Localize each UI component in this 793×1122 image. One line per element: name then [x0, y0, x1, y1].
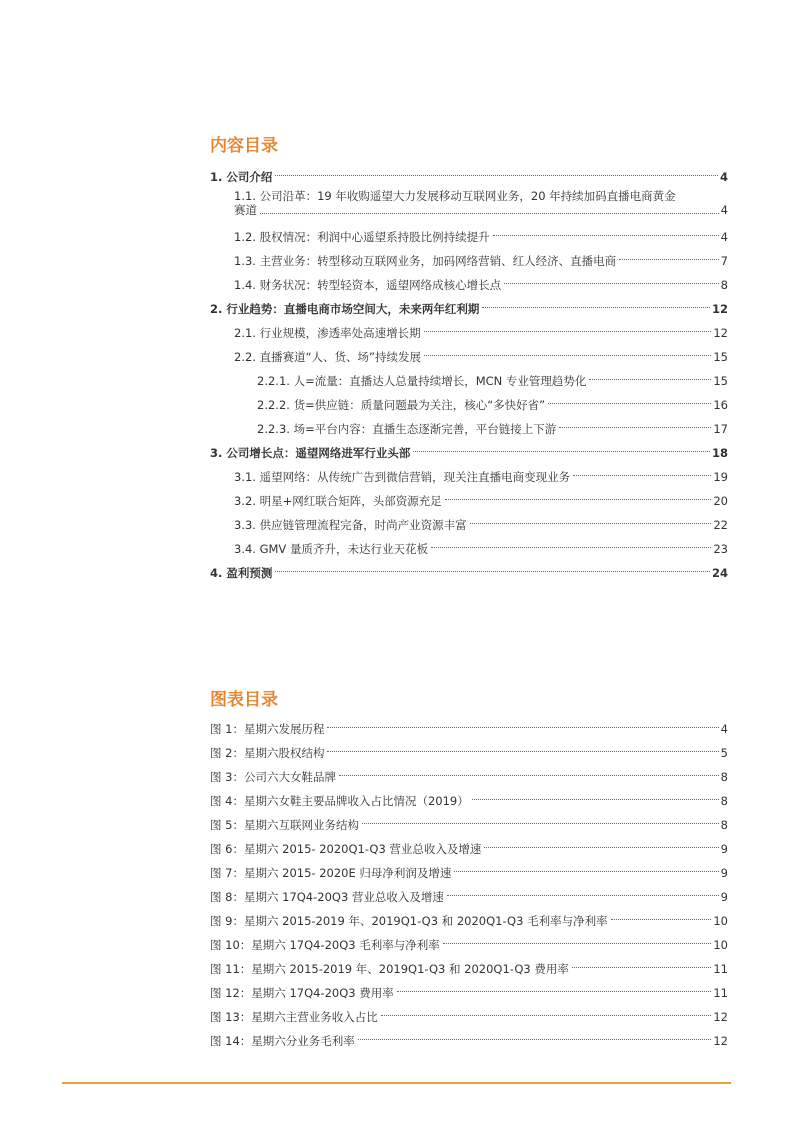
figure-entry-text: 图 11：星期六 2015-2019 年、2019Q1-Q3 和 2020Q1-Q3 费用率	[210, 962, 569, 976]
toc-entry[interactable]	[210, 417, 728, 441]
dot-leader	[358, 1039, 712, 1040]
toc-entry-text: 1.4. 财务状况：转型轻资本，遥望网络成核心增长点	[234, 278, 502, 292]
toc-entry-page: 7	[720, 254, 728, 268]
toc-entry-text: 1. 公司介绍	[210, 170, 273, 184]
figure-entry-text: 图 9：星期六 2015-2019 年、2019Q1-Q3 和 2020Q1-Q3 毛利率与净利率	[210, 914, 608, 928]
figure-entry-page: 5	[720, 746, 728, 760]
figure-entry-text: 图 3：公司六大女鞋品牌	[210, 770, 336, 784]
dot-leader	[275, 571, 710, 572]
toc-entry-text2: 赛道	[234, 203, 257, 217]
dot-leader	[275, 175, 718, 176]
toc-entry-text: 3. 公司增长点：遥望网络进军行业头部	[210, 446, 411, 460]
dot-leader	[470, 523, 712, 524]
figures-title: 图表目录	[210, 690, 278, 710]
toc-entry-text: 2.2.3. 场=平台内容：直播生态逐渐完善，平台链接上下游	[257, 422, 557, 436]
figure-entry-page: 11	[713, 986, 728, 1000]
dot-leader	[548, 403, 711, 404]
dot-leader	[572, 967, 711, 968]
dot-leader	[573, 475, 711, 476]
figure-entry-page: 8	[720, 794, 728, 808]
figure-entry-page: 10	[713, 938, 728, 952]
toc-entry-page: 22	[713, 518, 728, 532]
dot-leader	[619, 259, 719, 260]
figure-entry[interactable]	[210, 1029, 728, 1053]
toc-entry-page: 8	[720, 278, 728, 292]
figure-entry[interactable]	[210, 933, 728, 957]
toc-entry-page: 18	[711, 446, 728, 460]
toc-title: 内容目录	[210, 136, 278, 156]
dot-leader	[327, 727, 718, 728]
figure-entry-text: 图 1：星期六发展历程	[210, 722, 325, 736]
figure-entry[interactable]	[210, 909, 728, 933]
toc-entry-text: 2.1. 行业规模，渗透率处高速增长期	[234, 326, 421, 340]
toc-entry[interactable]	[210, 393, 728, 417]
table-of-contents	[210, 165, 728, 585]
toc-entry-page: 15	[713, 374, 728, 388]
toc-entry-text: 3.2. 明星+网红联合矩阵，头部资源充足	[234, 494, 442, 508]
figure-entry[interactable]	[210, 765, 728, 789]
toc-entry-line2	[234, 203, 728, 217]
toc-entry-text: 3.1. 遥望网络：从传统广告到微信营销，现关注直播电商变现业务	[234, 470, 571, 484]
figure-entry-text: 图 4：星期六女鞋主要品牌收入占比情况（2019）	[210, 794, 469, 808]
toc-entry-page: 12	[711, 302, 728, 316]
toc-entry-page: 4	[720, 203, 728, 217]
dot-leader	[447, 895, 719, 896]
dot-leader	[454, 871, 718, 872]
toc-entry-page: 24	[711, 566, 728, 580]
dot-leader	[424, 355, 711, 356]
toc-entry[interactable]	[210, 249, 728, 273]
dot-leader	[424, 331, 712, 332]
figure-entry-text: 图 7：星期六 2015- 2020E 归母净利润及增速	[210, 866, 452, 880]
dot-leader	[362, 823, 719, 824]
toc-entry[interactable]	[210, 345, 728, 369]
figure-entry-text: 图 6：星期六 2015- 2020Q1-Q3 营业总收入及增速	[210, 842, 482, 856]
toc-entry-text: 2. 行业趋势：直播电商市场空间大，未来两年红利期	[210, 302, 480, 316]
dot-leader	[397, 991, 712, 992]
figure-entry[interactable]	[210, 837, 728, 861]
figure-entry[interactable]	[210, 957, 728, 981]
figure-entry-page: 8	[720, 818, 728, 832]
figure-entry-text: 图 14：星期六分业务毛利率	[210, 1034, 355, 1048]
figure-entry[interactable]	[210, 981, 728, 1005]
figure-entry[interactable]	[210, 717, 728, 741]
figure-entry-page: 9	[720, 890, 728, 904]
toc-entry-text: 2.2.2. 货=供应链：质量问题最为关注，核心“多快好省”	[257, 398, 546, 412]
toc-entry-page: 19	[713, 470, 728, 484]
toc-entry[interactable]	[210, 489, 728, 513]
dot-leader	[327, 751, 718, 752]
figure-entry[interactable]	[210, 861, 728, 885]
toc-entry[interactable]	[210, 189, 728, 225]
figure-entry[interactable]	[210, 741, 728, 765]
toc-entry-text: 2.2.1. 人=流量：直播达人总量持续增长，MCN 专业管理趋势化	[257, 374, 587, 388]
toc-entry-page: 16	[713, 398, 728, 412]
figure-entry-text: 图 12：星期六 17Q4-20Q3 费用率	[210, 986, 394, 1000]
toc-entry[interactable]	[210, 321, 728, 345]
dot-leader	[443, 943, 712, 944]
figure-entry-text: 图 2：星期六股权结构	[210, 746, 325, 760]
dot-leader	[493, 235, 719, 236]
figure-entry-page: 9	[720, 866, 728, 880]
figure-entry[interactable]	[210, 1005, 728, 1029]
toc-entry-text: 3.3. 供应链管理流程完备，时尚产业资源丰富	[234, 518, 467, 532]
toc-entry-page: 4	[720, 230, 728, 244]
toc-entry-text: 1.2. 股权情况：利润中心遥望系持股比例持续提升	[234, 230, 490, 244]
dot-leader	[413, 451, 710, 452]
dot-leader	[589, 379, 711, 380]
figure-entry[interactable]	[210, 789, 728, 813]
toc-entry-page: 4	[719, 170, 728, 184]
figure-entry[interactable]	[210, 885, 728, 909]
figure-entry-page: 9	[720, 842, 728, 856]
dot-leader	[504, 283, 719, 284]
figure-entry-text: 图 5：星期六互联网业务结构	[210, 818, 359, 832]
figure-entry-text: 图 8：星期六 17Q4-20Q3 营业总收入及增速	[210, 890, 444, 904]
toc-entry[interactable]	[210, 273, 728, 297]
figure-entry[interactable]	[210, 813, 728, 837]
dot-leader	[472, 799, 719, 800]
dot-leader	[559, 427, 711, 428]
toc-entry[interactable]	[210, 561, 728, 585]
toc-entry-text: 3.4. GMV 量质齐升，未达行业天花板	[234, 542, 428, 556]
figure-entry-page: 8	[720, 770, 728, 784]
figure-entry-page: 10	[713, 914, 728, 928]
toc-entry[interactable]	[210, 441, 728, 465]
toc-entry[interactable]	[210, 465, 728, 489]
toc-entry-text: 4. 盈利预测	[210, 566, 273, 580]
figure-entry-page: 4	[720, 722, 728, 736]
toc-entry-page: 23	[713, 542, 728, 556]
toc-entry[interactable]	[210, 537, 728, 561]
toc-entry-text: 1.3. 主营业务：转型移动互联网业务，加码网络营销、红人经济、直播电商	[234, 254, 617, 268]
figure-entry-text: 图 10：星期六 17Q4-20Q3 毛利率与净利率	[210, 938, 440, 952]
list-of-figures	[210, 717, 728, 1053]
dot-leader	[484, 847, 718, 848]
toc-entry-text: 2.2. 直播赛道“人、货、场”持续发展	[234, 350, 422, 364]
toc-entry[interactable]	[210, 225, 728, 249]
dot-leader	[260, 213, 719, 214]
toc-entry-page: 20	[713, 494, 728, 508]
toc-entry-page: 15	[713, 350, 728, 364]
footer-divider	[62, 1082, 731, 1084]
dot-leader	[339, 775, 719, 776]
figure-entry-page: 12	[713, 1010, 728, 1024]
toc-entry[interactable]	[210, 513, 728, 537]
dot-leader	[445, 499, 712, 500]
dot-leader	[482, 307, 710, 308]
toc-entry-text: 1.1. 公司沿革：19 年收购遥望大力发展移动互联网业务，20 年持续加码直播电商黄金	[234, 189, 676, 203]
figure-entry-page: 11	[713, 962, 728, 976]
toc-entry[interactable]	[210, 369, 728, 393]
dot-leader	[611, 919, 712, 920]
figure-entry-page: 12	[713, 1034, 728, 1048]
dot-leader	[431, 547, 711, 548]
toc-entry[interactable]	[210, 297, 728, 321]
dot-leader	[381, 1015, 712, 1016]
figure-entry-text: 图 13：星期六主营业务收入占比	[210, 1010, 378, 1024]
toc-entry[interactable]	[210, 165, 728, 189]
toc-entry-page: 12	[713, 326, 728, 340]
toc-entry-page: 17	[713, 422, 728, 436]
